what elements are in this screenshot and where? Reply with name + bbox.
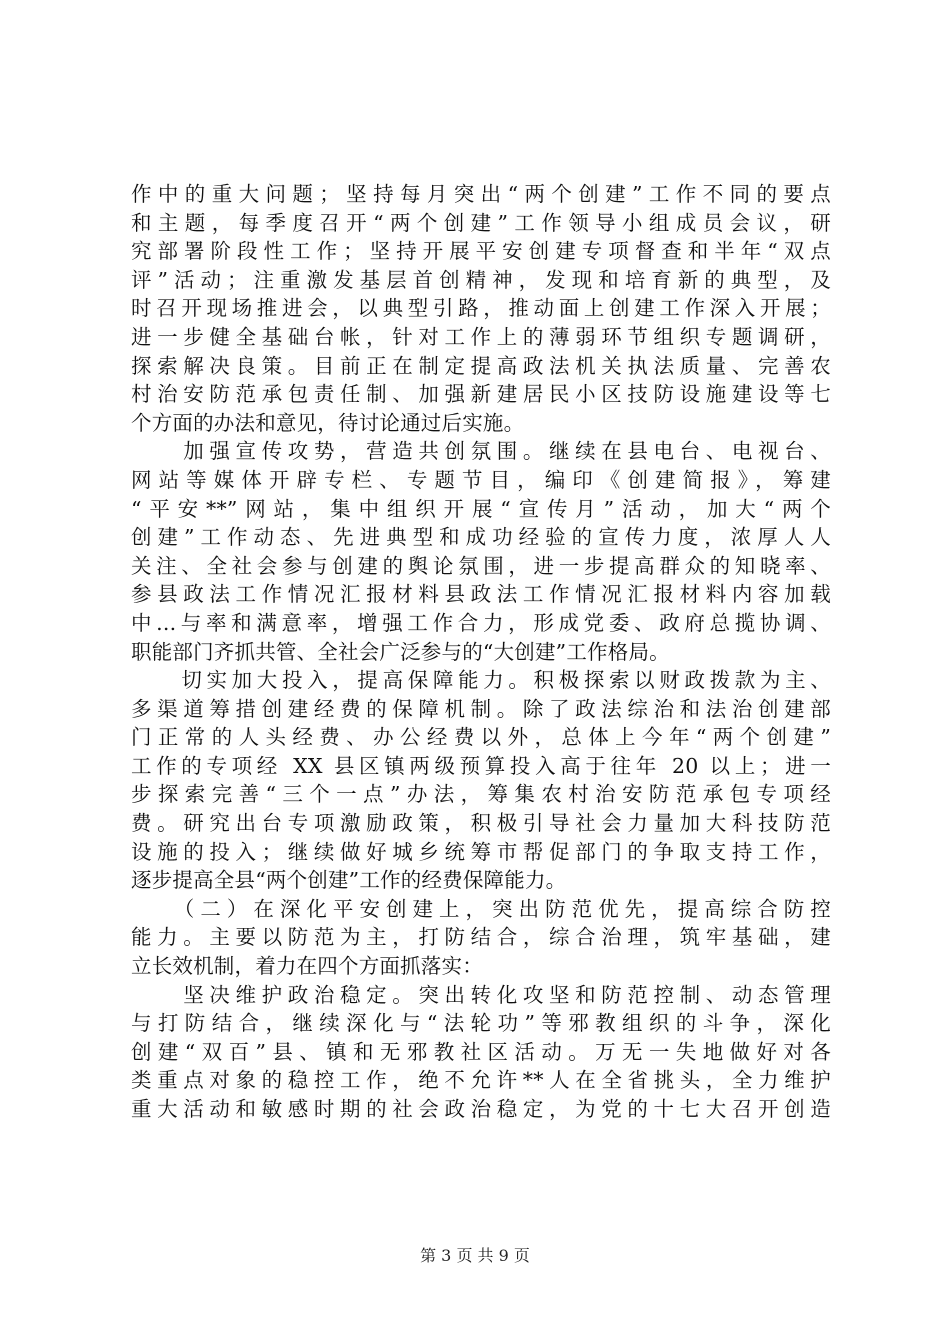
body-text <box>131 180 831 1124</box>
text-line: 坚决维护政治稳定。突出转化攻坚和防范控制、动态管理 <box>131 982 831 1007</box>
text-line: 作中的重大问题；坚持每月突出“两个创建”工作不同的要点 <box>131 182 831 206</box>
text-line: 参县政法工作情况汇报材料县政法工作情况汇报材料内容加载 <box>131 582 831 607</box>
text-line: 能力。主要以防范为主，打防结合，综合治理，筑牢基础，建 <box>131 925 831 950</box>
text-line: 立长效机制，着力在四个方面抓落实： <box>131 954 483 979</box>
text-line: 职能部门齐抓共管、全社会广泛参与的“大创建”工作格局。 <box>131 639 670 664</box>
text-line: 中...与率和满意率，增强工作合力，形成党委、政府总揽协调、 <box>131 610 831 635</box>
text-line: 关注、全社会参与创建的舆论氛围，进一步提高群众的知晓率、 <box>131 553 831 578</box>
text-line: 步探索完善“三个一点”办法，筹集农村治安防范承包专项经 <box>131 782 831 807</box>
text-line: “平安**”网站，集中组织开展“宣传月”活动，加大“两个 <box>131 496 831 521</box>
text-line: 创建”工作动态、先进典型和成功经验的宣传力度，浓厚人人 <box>131 525 831 550</box>
text-line: 探索解决良策。目前正在制定提高政法机关执法质量、完善农 <box>131 353 831 378</box>
text-line: 重大活动和敏感时期的社会政治稳定，为党的十七大召开创造 <box>131 1097 831 1121</box>
text-line: 多渠道筹措创建经费的保障机制。除了政法综治和法治创建部 <box>131 696 831 721</box>
page-footer: 第 3 页 共 9 页 <box>420 1246 530 1265</box>
text-line: 加强宣传攻势，营造共创氛围。继续在县电台、电视台、 <box>131 439 831 464</box>
text-line: 切实加大投入，提高保障能力。积极探索以财政拨款为主、 <box>131 668 831 693</box>
text-line: 逐步提高全县“两个创建”工作的经费保障能力。 <box>131 868 567 893</box>
text-line: 创建“双百”县、镇和无邪教社区活动。万无一失地做好对各 <box>131 1039 831 1064</box>
text-line: 设施的投入；继续做好城乡统筹市帮促部门的争取支持工作， <box>131 839 831 864</box>
text-line: 进一步健全基础台帐，针对工作上的薄弱环节组织专题调研， <box>131 324 831 349</box>
text-line: 门正常的人头经费、办公经费以外，总体上今年“两个创建” <box>131 725 831 750</box>
text-line: 工作的专项经 XX 县区镇两级预算投入高于往年 20 以上；进一 <box>131 753 831 778</box>
text-line: 与打防结合，继续深化与“法轮功”等邪教组织的斗争，深化 <box>131 1011 831 1036</box>
text-line: 时召开现场推进会，以典型引路，推动面上创建工作深入开展； <box>131 296 831 321</box>
text-line: 个方面的办法和意见，待讨论通过后实施。 <box>131 410 525 435</box>
text-line: 费。研究出台专项激励政策，积极引导社会力量加大科技防范 <box>131 811 831 836</box>
text-line: 网站等媒体开辟专栏、专题节目，编印《创建简报》，筹建 <box>131 467 831 492</box>
text-line: （二）在深化平安创建上，突出防范优先，提高综合防控 <box>131 896 831 921</box>
text-line: 和主题，每季度召开“两个创建”工作领导小组成员会议，研 <box>131 210 831 235</box>
text-line: 村治安防范承包责任制、加强新建居民小区技防设施建设等七 <box>131 382 831 407</box>
text-line: 评”活动；注重激发基层首创精神，发现和培育新的典型，及 <box>131 267 831 292</box>
text-line: 类重点对象的稳控工作，绝不允许**人在全省挑头，全力维护 <box>131 1068 831 1093</box>
text-line: 究部署阶段性工作；坚持开展平安创建专项督查和半年“双点 <box>131 239 831 264</box>
